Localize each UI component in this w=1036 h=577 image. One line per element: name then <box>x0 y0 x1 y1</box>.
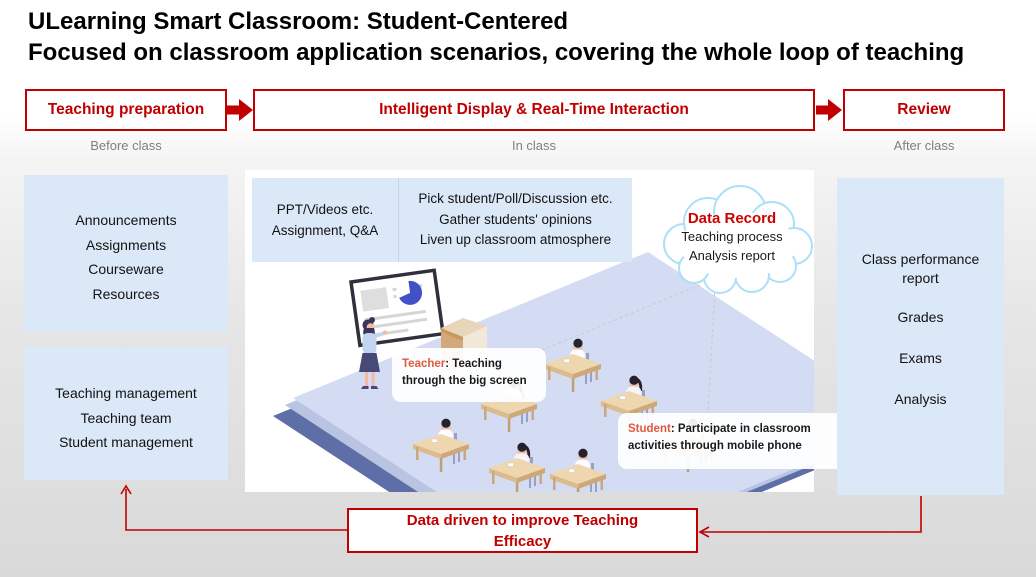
list-item: PPT/Videos etc. <box>276 202 374 217</box>
teacher-callout-text: : Teaching through the big screen <box>402 358 527 387</box>
interaction-tools-column <box>399 178 632 262</box>
list-item: Exams <box>899 350 942 366</box>
sublabel-after-class: After class <box>893 138 955 153</box>
footer-line-2: Efficacy <box>493 532 552 550</box>
list-item: Courseware <box>88 261 164 277</box>
data-driven-footer-box <box>347 508 698 553</box>
before-class-management-box <box>24 347 228 480</box>
sublabel-before-class: Before class <box>90 138 162 153</box>
student-callout <box>618 413 848 469</box>
footer-line-1: Data driven to improve Teaching <box>406 511 639 529</box>
before-class-content-box <box>24 175 228 332</box>
in-class-tools-box <box>252 178 632 262</box>
list-item: Analysis <box>894 391 947 407</box>
phase-label: Teaching preparation <box>47 101 205 118</box>
list-item: Student management <box>59 434 193 450</box>
list-item: Pick student/Poll/Discussion etc. <box>418 191 613 207</box>
student-callout-text: : Participate in classroom activities through mobile phone <box>628 423 811 452</box>
sublabel-in-class: In class <box>511 138 557 153</box>
list-item: Grades <box>897 309 944 325</box>
page-title <box>28 6 964 68</box>
cloud-title: Data Record <box>687 210 777 227</box>
list-item: Class performance report <box>861 251 980 286</box>
list-item: Assignments <box>85 236 167 253</box>
phase-label: Review <box>897 101 951 118</box>
after-class-box <box>837 178 1004 495</box>
list-item: Teaching management <box>55 385 197 401</box>
cloud-text <box>646 182 818 265</box>
title-line-1: ULearning Smart Classroom: Student-Centered <box>28 8 569 35</box>
list-item: Assignment, Q&A <box>271 223 379 238</box>
teacher-tools-column <box>252 178 399 262</box>
teacher-callout <box>392 348 546 402</box>
cloud-line: Teaching process <box>681 229 783 244</box>
phase-label: Intelligent Display & Real-Time Interaction <box>379 101 689 118</box>
phase-box-intelligent-display <box>253 89 815 131</box>
list-item: Announcements <box>75 212 177 228</box>
phase-box-teaching-preparation <box>25 89 227 131</box>
phase-box-review <box>843 89 1005 131</box>
title-line-2: Focused on classroom application scenarios, covering the whole loop of teaching <box>28 39 965 66</box>
data-record-cloud <box>646 182 818 294</box>
list-item: Teaching team <box>80 409 172 426</box>
list-item: Gather students' opinions <box>439 211 592 227</box>
teacher-callout-label: Teacher <box>402 358 446 370</box>
cloud-line: Analysis report <box>689 247 775 263</box>
student-callout-label: Student <box>628 423 671 435</box>
list-item: Liven up classroom atmosphere <box>419 232 612 248</box>
flow-arrow-icon <box>227 99 253 121</box>
flow-arrow-icon <box>816 99 842 121</box>
list-item: Resources <box>92 285 160 302</box>
